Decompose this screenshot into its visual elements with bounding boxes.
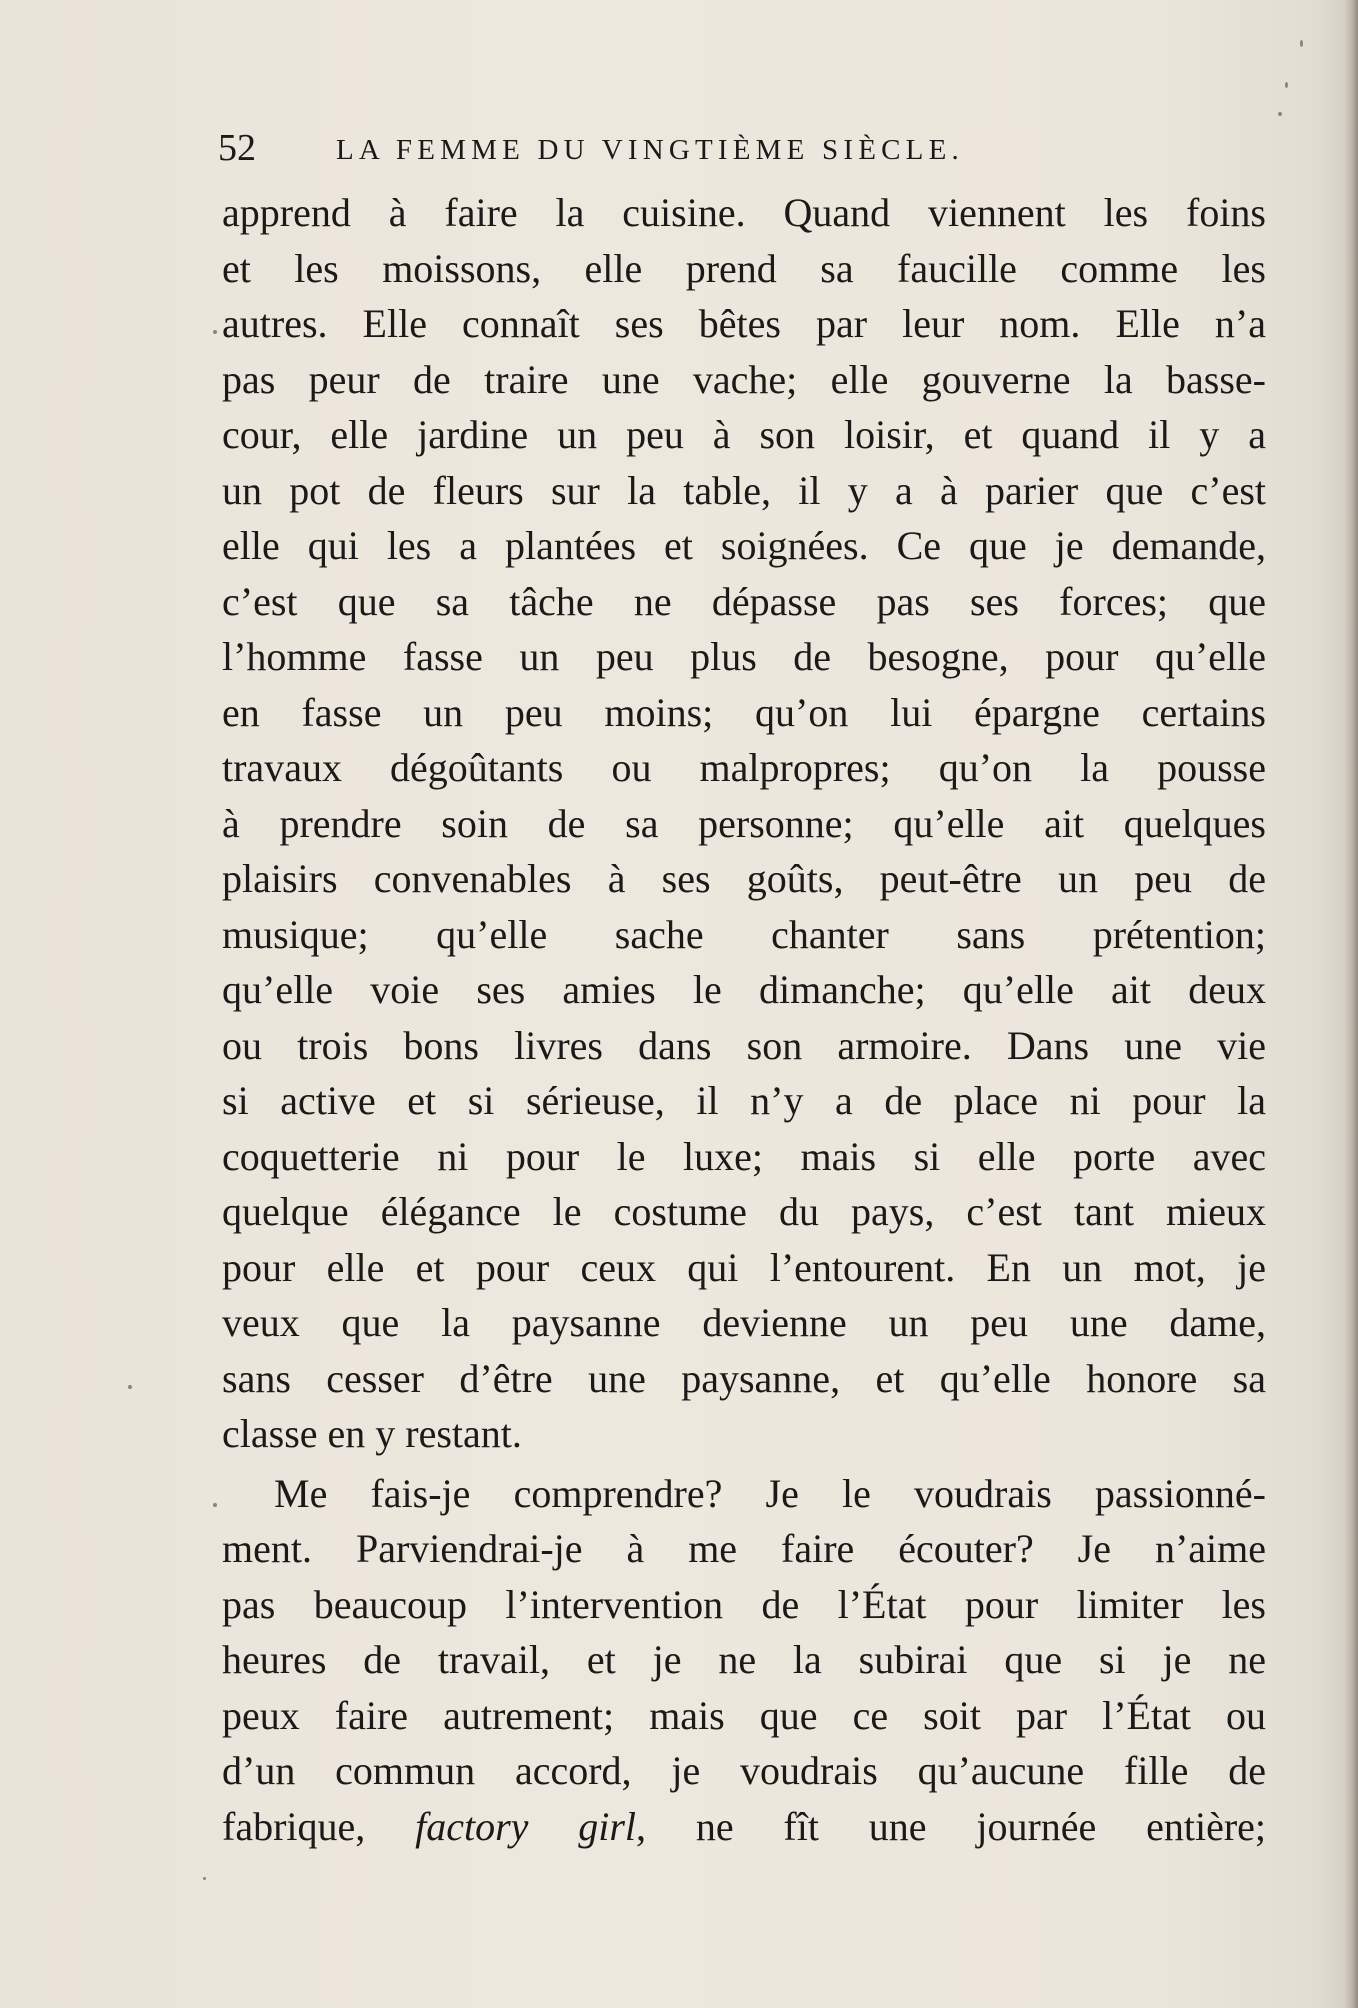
text-line: ment. Parviendrai-je à me faire écouter? Je n’aime xyxy=(222,1526,1266,1571)
scan-speck xyxy=(213,330,217,334)
scan-speck xyxy=(203,1877,206,1880)
scan-speck xyxy=(213,1503,217,1507)
text-line: cour, elle jardine un peu à son loisir, et quand il y a xyxy=(222,412,1266,457)
text-line: veux que la paysanne devienne un peu une dame, xyxy=(222,1300,1266,1345)
text-line: coquetterie ni pour le luxe; mais si elle porte avec xyxy=(222,1133,1266,1179)
text-line: qu’elle voie ses amies le dimanche; qu’elle ait deux xyxy=(222,967,1266,1012)
text-line: travaux dégoûtants ou malpropres; qu’on la pousse xyxy=(222,745,1266,790)
page-edge-shadow xyxy=(1344,0,1358,2008)
text-line: heures de travail, et je ne la subirai que si je ne xyxy=(222,1637,1266,1682)
text-line: apprend à faire la cuisine. Quand viennent les foins xyxy=(222,190,1266,235)
text-line: plaisirs convenables à ses goûts, peut-être un peu de xyxy=(222,856,1266,901)
text-line: un pot de fleurs sur la table, il y a à parier que c’est xyxy=(222,467,1266,513)
text-line: musique; qu’elle sache chanter sans prétention; xyxy=(222,911,1266,957)
text-line: c’est que sa tâche ne dépasse pas ses forces; que xyxy=(222,578,1266,624)
text-line xyxy=(222,1799,1266,1855)
text-line: Me fais-je comprendre? Je le voudrais passionné- xyxy=(274,1470,1266,1516)
scan-speck xyxy=(1278,112,1282,116)
scan-speck xyxy=(1285,82,1288,88)
text-line: pour elle et pour ceux qui l’entourent. En un mot, je xyxy=(222,1244,1266,1290)
scan-speck xyxy=(128,1385,132,1389)
text-line: à prendre soin de sa personne; qu’elle ait quelques xyxy=(222,800,1266,846)
paragraph xyxy=(222,1466,1266,1855)
text-line: et les moissons, elle prend sa faucille comme les xyxy=(222,245,1266,291)
text-line: d’un commun accord, je voudrais qu’aucune fille de xyxy=(222,1748,1266,1793)
italic-phrase: factory girl xyxy=(415,1803,637,1849)
scan-speck xyxy=(1300,40,1303,47)
text-line: peux faire autrement; mais que ce soit par l’État ou xyxy=(222,1692,1266,1738)
paragraph xyxy=(222,185,1266,1462)
running-head-title: LA FEMME DU VINGTIÈME SIÈCLE. xyxy=(336,134,964,166)
text-line: autres. Elle connaît ses bêtes par leur nom. Elle n’a xyxy=(222,301,1266,346)
text-line: si active et si sérieuse, il n’y a de place ni pour la xyxy=(222,1078,1266,1123)
text-line: en fasse un peu moins; qu’on lui épargne certains xyxy=(222,689,1266,735)
text-line: quelque élégance le costume du pays, c’est tant mieux xyxy=(222,1189,1266,1234)
text-line: elle qui les a plantées et soignées. Ce que je demande, xyxy=(222,523,1266,568)
running-head xyxy=(218,126,1138,170)
text-run: , ne fît une journée entière; xyxy=(636,1803,1266,1849)
text-line: pas beaucoup l’intervention de l’État pour limiter les xyxy=(222,1581,1266,1627)
text-line: classe en y restant. xyxy=(222,1411,522,1456)
text-line: pas peur de traire une vache; elle gouverne la basse- xyxy=(222,356,1266,402)
text-line: l’homme fasse un peu plus de besogne, pour qu’elle xyxy=(222,634,1266,679)
body-text xyxy=(222,185,1266,1854)
text-line: ou trois bons livres dans son armoire. Dans une vie xyxy=(222,1022,1266,1068)
page-number: 52 xyxy=(218,127,256,169)
text-line: sans cesser d’être une paysanne, et qu’elle honore sa xyxy=(222,1355,1266,1401)
text-run: fabrique, xyxy=(222,1803,416,1849)
